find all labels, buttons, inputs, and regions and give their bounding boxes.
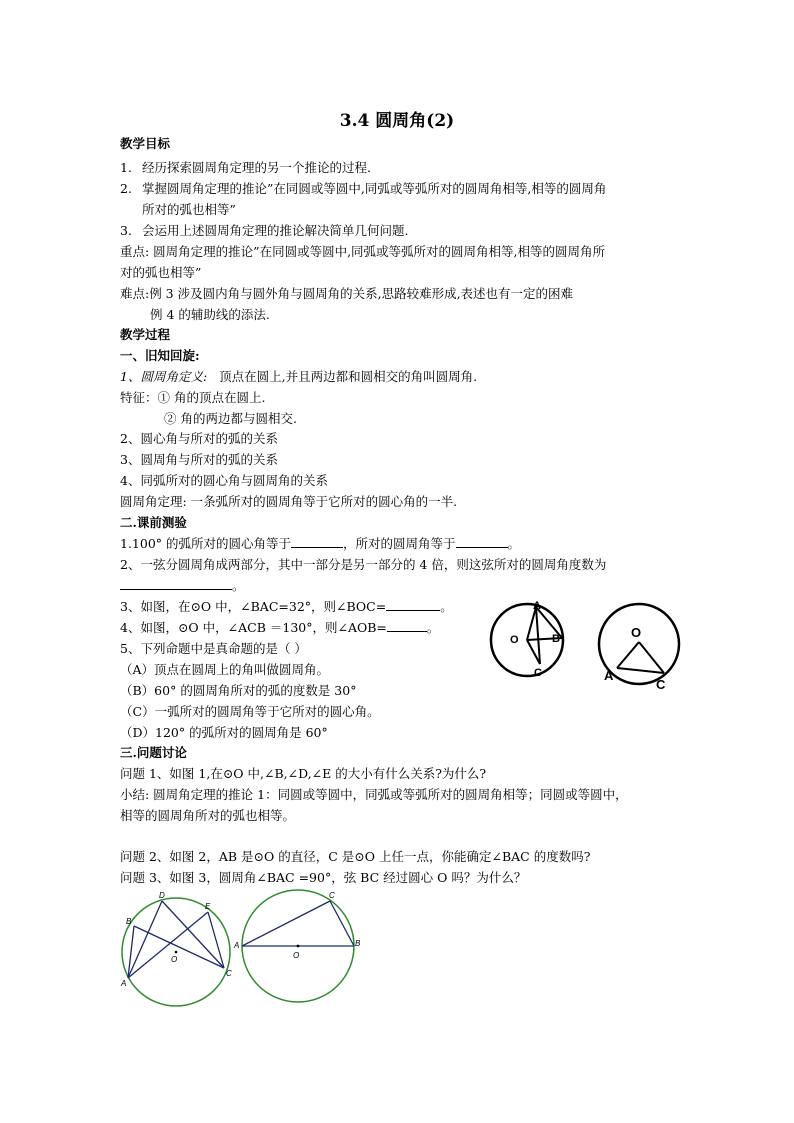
- process-heading: 教学过程: [120, 327, 171, 342]
- quiz-option-c: （C）一弧所对的圆周角等于它所对的圆心角。: [120, 704, 380, 719]
- discussion-heading: 三.问题讨论: [120, 745, 187, 760]
- fig-q4-segment-oa: [617, 642, 639, 668]
- q1-text-a: 1.100° 的弧所对的圆心角等于: [120, 536, 292, 551]
- fig2-segment-cb: [330, 901, 354, 946]
- q1-blank-2: [456, 535, 508, 548]
- figure-2: [232, 886, 364, 1008]
- summary-line-2: 相等的圆周角所对的弧也相等。: [120, 808, 296, 823]
- quiz-q3: [120, 598, 453, 616]
- quiz-q2-cont: [120, 577, 245, 595]
- page-title: 3.4 圆周角(2): [339, 111, 455, 131]
- problem-2: 问题 2、如图 2，AB 是⊙O 的直径，C 是⊙O 上任一点，你能确定∠BAC 的度数吗?: [120, 849, 591, 864]
- fig2-segment-ac: [242, 901, 330, 946]
- difficulty-line-1: 难点:例 3 涉及圆内角与圆外角与圆周角的关系,思路较难形成,表述也有一定的困难: [120, 286, 574, 301]
- q2-blank: [120, 577, 232, 590]
- fig-q3-label-b: B: [552, 633, 560, 645]
- summary-line-1: 小结: 圆周角定理的推论 1：同圆或等圆中，同弧或等弧所对的圆周角相等；同圆或等圆中，: [120, 787, 628, 802]
- q3-text-b: 。: [440, 599, 453, 614]
- goal-text-2: 掌握圆周角定理的推论”在同圆或等圆中,同弧或等弧所对的圆周角相等,相等的圆周角: [142, 181, 607, 196]
- key-point-line-2: 对的弧也相等”: [120, 265, 202, 280]
- fig-q3-label-o: O: [510, 634, 519, 646]
- problem-3: 问题 3、如图 3，圆周角∠BAC =90°，弦 BC 经过圆心 O 吗？为什么？: [120, 870, 527, 885]
- figure-q4: [596, 600, 686, 692]
- q3-text-a: 3、如图，在⊙O 中，∠BAC=32°，则∠BOC=: [120, 599, 387, 614]
- fig1-center-dot: [175, 951, 178, 954]
- fig2-label-c: C: [329, 891, 335, 900]
- q4-blank: [387, 619, 427, 632]
- fig-q3-segment-ac: [536, 607, 540, 664]
- key-point-line-1: 重点: 圆周角定理的推论”在同圆或等圆中,同弧或等弧所对的圆周角相等,相等的圆周角所: [120, 244, 606, 259]
- definition-text: 顶点在圆上,并且两边都和圆相交的角叫圆周角.: [219, 369, 478, 384]
- feature-line-2: ② 角的两边都与圆相交.: [164, 411, 297, 426]
- quiz-option-d: （D）120° 的弧所对的圆周角是 60°: [120, 725, 328, 740]
- quiz-q4: [120, 619, 439, 637]
- definition-line: [120, 368, 477, 386]
- q2-text-b: 。: [232, 578, 245, 593]
- review-heading: 一、旧知回旋:: [120, 348, 200, 363]
- figure-1: [116, 888, 242, 1010]
- fig1-segment-ad: [128, 901, 162, 978]
- problem-1: 问题 1、如图 1,在⊙O 中,∠B,∠D,∠E 的大小有什么关系?为什么?: [120, 766, 487, 781]
- fig1-label-d: D: [159, 891, 165, 900]
- fig-q4-label-c: C: [656, 677, 666, 692]
- goal-item-1: [120, 159, 371, 177]
- quiz-q5: 5、下列命题中是真命题的是（ ）: [120, 641, 307, 656]
- fig1-label-o: O: [171, 955, 178, 964]
- fig1-segment-ae: [128, 912, 208, 978]
- fig-q3-label-c: C: [534, 667, 542, 679]
- quiz-option-b: （B）60° 的圆周角所对的弧的度数是 30°: [120, 683, 357, 698]
- goals-heading: 教学目标: [120, 136, 171, 151]
- definition-label: 1、圆周角定义:: [120, 369, 208, 384]
- fig-q4-label-a: A: [604, 668, 614, 683]
- fig2-center-dot: [297, 945, 300, 948]
- goal-text-3: 会运用上述圆周角定理的推论解决简单几何问题.: [142, 223, 409, 238]
- q4-text-b: 。: [426, 620, 440, 635]
- q1-text-b: ，所对的圆周角等于: [343, 536, 456, 551]
- theorem-line: 圆周角定理: 一条弧所对的圆周角等于它所对的圆心角的一半.: [120, 494, 458, 509]
- goal-num-2: 2.: [120, 181, 132, 196]
- goal-item-3: [120, 222, 408, 240]
- goal-item-2: [120, 180, 606, 198]
- fig2-label-a: A: [234, 941, 240, 950]
- review-item-3: 3、圆周角与所对的弧的关系: [120, 452, 278, 467]
- q3-blank: [386, 598, 440, 611]
- fig-q4-label-o: O: [631, 625, 642, 640]
- quiz-q1: [120, 535, 520, 553]
- q1-text-c: 。: [507, 536, 521, 551]
- goal-num-1: 1.: [120, 160, 132, 175]
- fig1-label-b: B: [126, 917, 132, 926]
- quiz-q2: 2、一弦分圆周角成两部分，其中一部分是另一部分的 4 倍，则这弦所对的圆周角度数为: [120, 557, 607, 572]
- fig2-label-b: B: [355, 939, 361, 948]
- fig1-label-e: E: [205, 902, 211, 911]
- review-item-4: 4、同弧所对的圆心角与圆周角的关系: [120, 473, 328, 488]
- fig1-label-a: A: [121, 979, 127, 988]
- fig-q4-segment-ac: [617, 668, 664, 673]
- goal-item-2-cont: 所对的弧也相等”: [142, 202, 236, 217]
- difficulty-line-2: 例 4 的辅助线的添法.: [150, 307, 270, 322]
- feature-line-1: 特征：① 角的顶点在圆上.: [120, 390, 266, 405]
- goal-num-3: 3.: [120, 223, 132, 238]
- fig1-label-c: C: [226, 969, 232, 978]
- goal-text-1: 经历探索圆周角定理的另一个推论的过程.: [142, 160, 371, 175]
- fig2-label-o: O: [293, 951, 300, 960]
- quiz-heading: 二.课前测验: [120, 515, 187, 530]
- fig-q3-label-a: A: [533, 600, 541, 612]
- q1-blank-1: [291, 535, 343, 548]
- fig-q4-segment-oc: [639, 642, 664, 673]
- figure-q3: [486, 600, 576, 682]
- q4-text-a: 4、如图，⊙O 中，∠ACB ＝130°，则∠AOB=: [120, 620, 387, 635]
- review-item-2: 2、圆心角与所对的弧的关系: [120, 431, 278, 446]
- quiz-option-a: （A）顶点在圆周上的角叫做圆周角。: [120, 662, 330, 677]
